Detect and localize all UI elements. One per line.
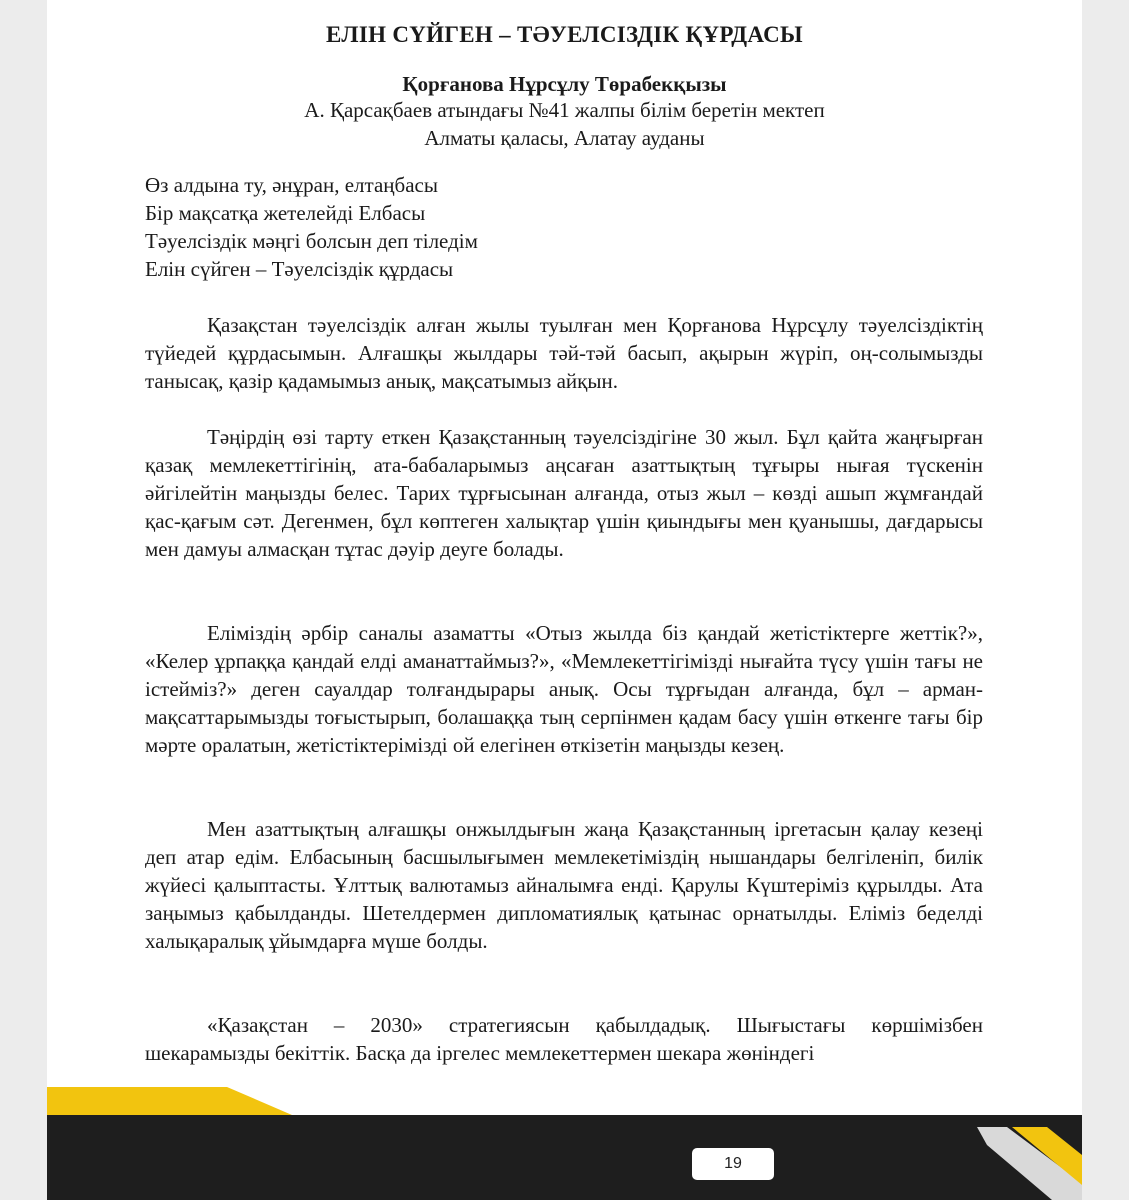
poem-line: Тәуелсіздік мәңгі болсын деп тіледім [145,229,478,253]
body-paragraph: Қазақстан тәуелсіздік алған жылы туылған мен Қорғанова Нұрсұлу тәуелсіздіктің түйедей құрдасымын. Алғашқы жылдары тәй-тәй басып, ақырын жүріп, оң-солымызды танысақ, қазір қадамымыз анық, мақсатымыз айқын. [145,313,983,393]
footer-decoration [47,1065,1082,1200]
body-paragraph: Мен азаттықтың алғашқы онжылдығын жаңа Қазақстанның іргетасын қалау кезеңі деп атар едім. Елбасының басшылығымен мемлекетіміздің нышандары белгіленіп, билік жүйесі қалыптасты. Ұлттық валютамыз айналымға енді. Қарулы Күштеріміз құрылды. Ата заңымыз қабылданды. Шетелдермен дипломатиялық қатынас орнатылды. Еліміз беделді халықаралық ұйымдарға мүше болды. [145,817,983,953]
author-school: А. Қарсақбаев атындағы №41 жалпы білім беретін мектеп [304,98,825,122]
author-name: Қорғанова Нұрсұлу Төрабекқызы [402,72,727,96]
footer-black-band [47,1115,1082,1200]
body-paragraph: Еліміздің әрбір саналы азаматты «Отыз жылда біз қандай жетістіктерге жеттік?», «Келер ұрпаққа қандай елді аманаттаймыз?», «Мемлекеттігімізді нығайта түсу үшін тағы не істейміз?» деген сауалдар толғандырары анық. Осы тұрғыдан алғанда, бұл – арман-мақсаттарымызды тоғыстырып, болашаққа тың серпінмен қадам басу үшін өткенге тағы бір мәрте оралатын, жетістіктерімізді ой елегінен өткізетін маңызды кезең. [145,621,983,757]
author-location: Алматы қаласы, Алатау ауданы [424,126,705,150]
body-paragraph: Тәңірдің өзі тарту еткен Қазақстанның тәуелсіздігіне 30 жыл. Бұл қайта жаңғырған қазақ мемлекеттігінің, ата-бабаларымыз аңсаған азаттықтың тұғыры нығая түскенін әйгілейтін маңызды белес. Тарих тұрғысынан алғанда, отыз жыл – көзді ашып жұмғандай қас-қағым сәт. Дегенмен, бұл көптеген халықтар үшін қиындығы мен қуанышы, дағдарысы мен дамуы алмасқан тұтас дәуір деуге болады. [145,425,983,561]
poem-line: Өз алдына ту, әнұран, елтаңбасы [145,173,438,197]
body-paragraph: «Қазақстан – 2030» стратегиясын қабылдадық. Шығыстағы көршімізбен шекарамызды бекіттік. Басқа да іргелес мемлекеттермен шекара жөніндегі [145,1013,983,1065]
document-page [47,0,1082,1200]
poem-line: Бір мақсатқа жетелейді Елбасы [145,201,426,225]
page-number: 19 [692,1148,774,1180]
poem [145,171,478,283]
poem-line: Елін сүйген – Тәуелсіздік құрдасы [145,257,454,281]
article-title: ЕЛІН СҮЙГЕН – ТӘУЕЛСІЗДІК ҚҰРДАСЫ [326,22,803,47]
